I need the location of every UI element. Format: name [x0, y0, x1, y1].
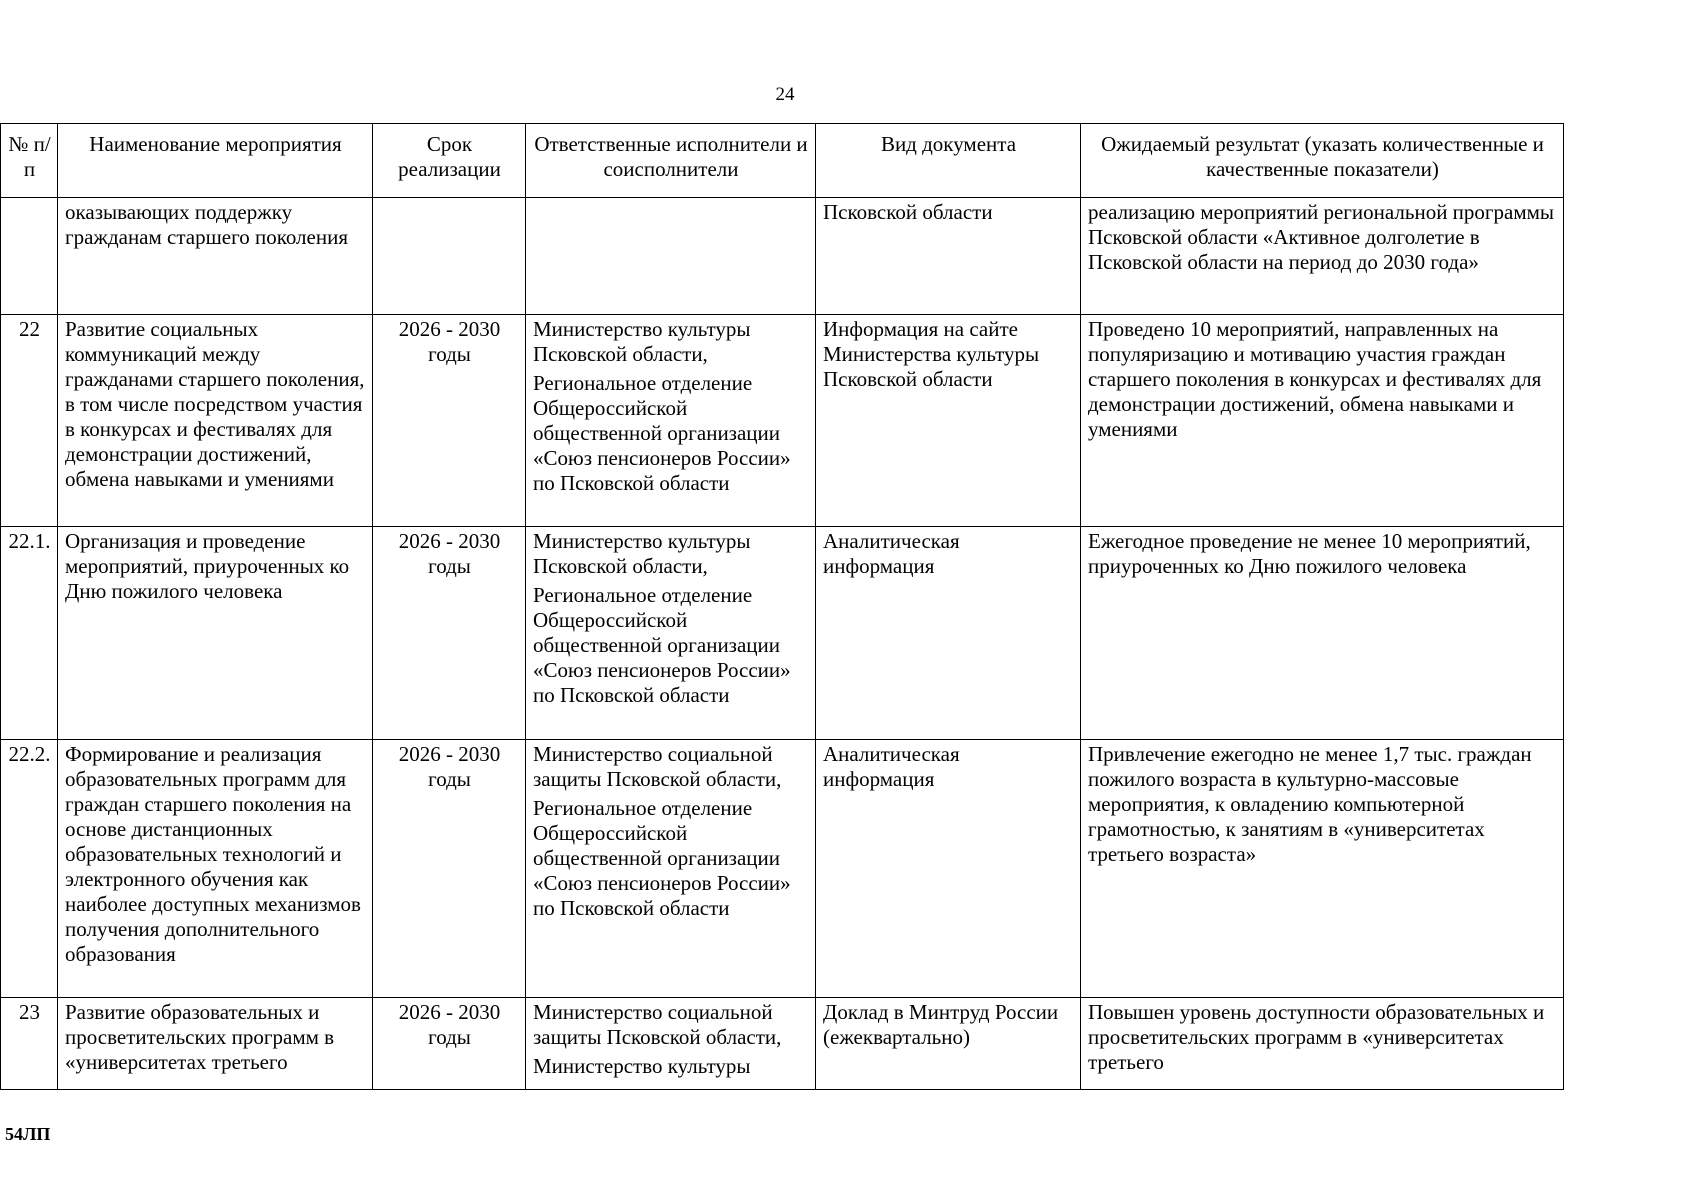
header-doc-type: Вид документа — [816, 124, 1081, 198]
table-row — [1, 527, 1564, 740]
row-term: 2026 - 2030 годы — [373, 740, 526, 998]
measures-table — [0, 123, 1564, 1090]
header-term: Срок реализации — [373, 124, 526, 198]
row-executors — [526, 527, 816, 740]
row-doc-type: Информация на сайте Министерства культуры Псковской области — [816, 315, 1081, 527]
table-row — [1, 198, 1564, 315]
executor-line: Региональное отделение Общероссийской общественной организации «Союз пенсионеров России» по Псковской области — [533, 796, 791, 920]
row-name: Развитие социальных коммуникаций между гражданами старшего поколения, в том числе посредством участия в конкурсах и фестивалях для демонстрации достижений, обмена навыками и умениями — [58, 315, 373, 527]
executor-line: Региональное отделение Общероссийской общественной организации «Союз пенсионеров России» по Псковской области — [533, 371, 791, 495]
row-doc-type: Псковской области — [816, 198, 1081, 315]
executor-line: Региональное отделение Общероссийской общественной организации «Союз пенсионеров России» по Псковской области — [533, 583, 791, 707]
header-name: Наименование мероприятия — [58, 124, 373, 198]
table-header-row — [1, 124, 1564, 198]
row-term: 2026 - 2030 годы — [373, 527, 526, 740]
footer-code: 54ЛП — [5, 1124, 51, 1144]
row-result: Повышен уровень доступности образовательных и просветительских программ в «университетах третьего — [1081, 998, 1564, 1090]
row-term — [373, 198, 526, 315]
row-doc-type: Аналитическая информация — [816, 740, 1081, 998]
row-result: реализацию мероприятий региональной программы Псковской области «Активное долголетие в Псковской области на период до 2030 года» — [1081, 198, 1564, 315]
executor-line: Министерство культуры Псковской области, — [533, 317, 751, 366]
header-num: № п/п — [1, 124, 58, 198]
executor-line: Министерство социальной защиты Псковской области, — [533, 1000, 782, 1049]
row-name: Формирование и реализация образовательных программ для граждан старшего поколения на основе дистанционных образовательных технологий и электронного обучения как наиболее доступных механизмов получения дополнительного образования — [58, 740, 373, 998]
row-name: Организация и проведение мероприятий, приуроченных ко Дню пожилого человека — [58, 527, 373, 740]
row-name: оказывающих поддержку гражданам старшего поколения — [58, 198, 373, 315]
header-executors: Ответственные исполнители и соисполнители — [526, 124, 816, 198]
header-result: Ожидаемый результат (указать количественные и качественные показатели) — [1081, 124, 1564, 198]
row-number: 23 — [1, 998, 58, 1090]
row-term: 2026 - 2030 годы — [373, 998, 526, 1090]
row-doc-type: Аналитическая информация — [816, 527, 1081, 740]
table-row — [1, 740, 1564, 998]
row-executors — [526, 315, 816, 527]
table-row — [1, 315, 1564, 527]
row-number: 22 — [1, 315, 58, 527]
executor-line: Министерство культуры — [533, 1054, 751, 1078]
table-row — [1, 998, 1564, 1090]
row-result: Проведено 10 мероприятий, направленных на популяризацию и мотивацию участия граждан старшего поколения в конкурсах и фестивалях для демонстрации достижений, обмена навыками и умениями — [1081, 315, 1564, 527]
row-name: Развитие образовательных и просветительских программ в «университетах третьего — [58, 998, 373, 1090]
row-term: 2026 - 2030 годы — [373, 315, 526, 527]
page-number: 24 — [775, 84, 795, 105]
row-doc-type: Доклад в Минтруд России (ежеквартально) — [816, 998, 1081, 1090]
row-result: Ежегодное проведение не менее 10 мероприятий, приуроченных ко Дню пожилого человека — [1081, 527, 1564, 740]
executor-line: Министерство социальной защиты Псковской области, — [533, 742, 782, 791]
row-number: 22.2. — [1, 740, 58, 998]
row-number — [1, 198, 58, 315]
row-executors — [526, 198, 816, 315]
row-executors — [526, 998, 816, 1090]
executor-line: Министерство культуры Псковской области, — [533, 529, 751, 578]
row-result: Привлечение ежегодно не менее 1,7 тыс. граждан пожилого возраста в культурно-массовые мероприятия, к овладению компьютерной грамотностью, к занятиям в «университетах третьего возраста» — [1081, 740, 1564, 998]
row-number: 22.1. — [1, 527, 58, 740]
row-executors — [526, 740, 816, 998]
